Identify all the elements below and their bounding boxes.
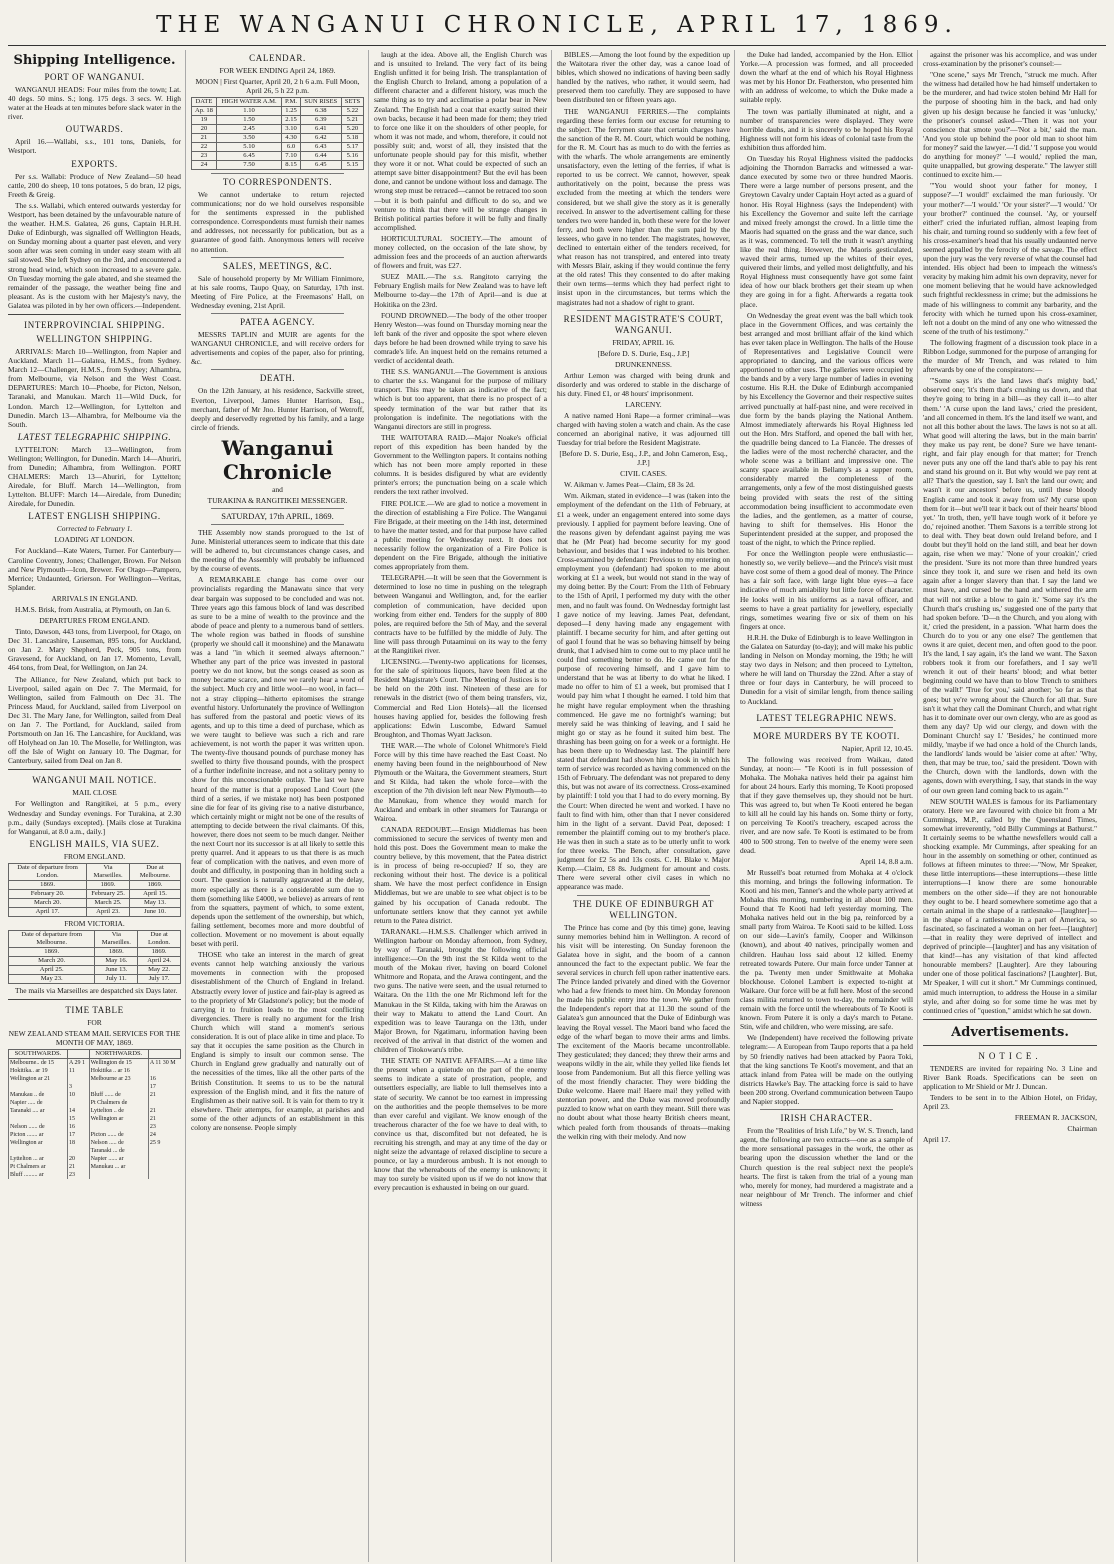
paragraph: "'Some says it's the land laws that's mighty bad,' observed one; 'it's them that's crushing us down, and that they're going to bring in a bill—as they call it—to alter them.' 'A curse upon the land laws,' cried the president, 'and all concerned in them. It's the land itself we want, and not all this bother about the laws. The laws is not so at all. What good will altering the laws, but in the main barrin' they make us pay rent, be done? Sure we have tenant-right, and fair play enough for that matter; for Trench never puts any one off the land that's able to pay his rent and stand his ground on it. But why would we pay rent at all? That's the question, say I. Isn't the land our own; and wasn't it our ancestors' before us, until these bloody English came and took it away from us? My curse upon them for it—but we'll tear it back out of their hearts' blood yet.' 'In troth, then, ye'll have tough work of it before ye do,' rejoined another. 'Them Saxons is a terrible strong lot to deal with. They beat down ould Ireland before, and I doubt but they'll hold on the land still, and beat her down again, rise when we may.' 'None of your croakin',' cried the president. 'Sure its not more than three hundred years since they took it, and sure we risen and held its own again after a longer slavery than that. I say the land we must have, and cursed be the hand and withered the arm that will not strike a blow to gain it.' 'Some say it's the Church that's crushing us,' suggested one of the party that had spoken before. 'D—n the Church, and you along with it,' cried the president, in a passion. 'What harm does the Church do to you or any one else? The gentlemen that owns it are quiet, decent men, and often good to the poor. It's the land, I say again, it's the land we want. The Saxon robbers took it from our forefathers, and I say we'll wrench it out of their hearts' blood; and what better beginning could we have than to blow Trench to smithers of the wallt!' 'True for you,' said another; 'so far as that goes; but ye're wrong about the Church for all that. Sure isn't it what they call the Dominant Church, and what right has it to dominate over our own clergy, who are as good as them any day? Up wid our clergy, and down with the Dominant Church! say I.' 'Besides,' he continued more mildly, 'maybe if we had once a hold of the Church lands, the landlords' lands would be 'aisier come at after.' 'Why, then, that may be true, too,' said the president. 'Down with the Church, down with the landlords, down with the agents, down with everything, I say, that stands in the way of our own green land coming back to us again.'": [923, 376, 1097, 795]
issue-date: SATURDAY, 17th APRIL, 1869.: [221, 510, 334, 521]
paragraph: We cannot undertake to return rejected communications; nor do we hold ourselves responsible for the sentiments expressed in the published correspondence. Correspondents must furnish their names and addresses, not necessarily for publication, but as a guarantee of good faith. Anonymous letters will receive no attention.: [191, 190, 364, 254]
paragraph: For Auckland—Kate Waters, Turner. For Canterbury—Caroline Coventry, Jones; Challenger, Brown. For Nelson and New Plymouth—Icon, Brewer. For Otago—Pampero, Merrice; Undaunted, Grierson. For Wellington—Veritas, Splander.: [8, 546, 181, 592]
paragraph: "'You would shoot your father for money, I suppose?'—'I would!' exclaimed the man furiously. 'Or your mother?'—'I would.' 'Or your sister?'—'I would.' 'Or your brother?' continued the counsel. 'Ay, or yourself either!' cried the infuriated ruffian, almost leaping from his chair, and turning round so suddenly with a few feet of his cross-examiner's head that his usually undaunted nerve seemed appalled by the ferocity of the savage. The effect upon the jury was the very reverse of what the counsel had intended. His object had been to impeach the witness's veracity by making him admit his own depravity, never for one moment believing that he would have acknowledged such frightful recklessness in crime; but the admissions he made of his willingness to commit any barbarity, and the ferocity with which he turned upon his cross-examiner, left not a doubt on the mind of any one who witnessed the scene of the truth of his testimony.": [923, 181, 1097, 336]
section-title: Advertisements.: [951, 1024, 1069, 1040]
subsection-title: OUTWARDS.: [65, 124, 124, 135]
paragraph: For Wellington and Rangitikei, at 5 p.m., every Wednesday and Sunday evenings. For Turakina, at 2.30 p.m., daily (Sundays excepted). [Mails close at Turakina for Wanganui, at 8.0 a.m., daily.]: [8, 799, 181, 836]
subsection-title: LATEST TELEGRAPHIC SHIPPING.: [17, 431, 172, 442]
subtitle: [Before D. S. Durie, Esq., J.P.]: [597, 348, 690, 358]
subtitle: Napier, April 12, 10.45.: [841, 743, 913, 753]
paragraph: Tinto, Dawson, 443 tons, from Liverpool, for Otago, on Dec 31. Lancashire, Lauseman, 895 tons, for Auckland, on Jan 2. Mary Shepherd, Peck, 905 tons, from Gravesend, for Auckland, on Jan 17. Momento, Levall, 464 tons, from Deal, for Wellington, on Jan 24.: [8, 627, 181, 673]
column-5: [740, 50, 918, 1562]
column-1: [8, 50, 186, 1562]
mail-table-england: Date of departure from London. Via Marseilles. Due at Melbourne. 1869. 1869. 1869. February 20. February 25. April 15. March 20. March 25. May 13. April 17. April 23. June 10.: [8, 863, 181, 917]
paragraph: THE WANGANUI FERRIES.—The complaints regarding these ferries form our excuse for returning to the subject. The ferrymen state that certain charges have the sanction of the R. M. Court, which would be nothing, for the R. M. Court has as much to do with the ferries as with the wharfs. The whole arrangements are eminently unsatisfactory, even the letting of the ferries, if what is reported to us be correct. We cannot, however, speak authoritatively on the point, because the press was excluded from the meeting at which the tenders were considered, but we shall give the story as it is generally received. In answer to the advertisement calling for these tenders two were handed in, both these were for the lower ferry, and both were higher than the sum paid by the lessees, who gave in no tender. The magistrates, however, declined to entertain either of the tenders received, for what reason has not transpired, and entered into treaty with Messrs Blair, asking if they would continue the ferry at the old rates! This they consented to do after making their own terms—terms which they had perfect right to insist upon in the circumstances, but terms which the magistrates had not a shadow of right to grant.: [557, 106, 730, 307]
calendar-table: DATE HIGH WATER A.M. P.M. SUN RISES SETS Ap. 18 1.10 1.25 6.38 5.22 19 1.50 2.15 6.39 5.21 20 2.45 3.10 6.41 5.20 21 3.50 4.30 6.42 5.18 22 5.10 6.0 6.43 5.17 23 6.45 7.10 6.44 5.16 24 7.50 8.15 6.45 5.15: [191, 97, 364, 170]
paragraph: Per s.s. Wallabi: Produce of New Zealand—50 head cattle, 200 do sheep, 10 tons potatoes, 5 do bran, 12 pigs, Freeth & Greig.: [8, 171, 181, 199]
paragraph: The following fragment of a discussion took place in a Ribbon Lodge, summoned for the purpose of arranging for the murder of Mr Trench, and was related to him afterwards by one of the conspirators:—: [923, 337, 1097, 375]
paragraph: THE WAITOTARA RAID.—Major Noake's official report of this expedition has been handed by the Government to the Wellington papers. It contains nothing which has not been more amply reported in these columns. It is besides disfigured by what are evidently printer's errors; the punctuation being on a scale which renders the text rather involved.: [374, 432, 547, 497]
paragraph: CANADA REDOUBT.—Ensign Middlemas has been commissioned to secure the services of twenty men and hold this post. Does the Government mean to make the country believe, by this movement, that the Patea district is in process of being re-occupied? If so, they are reckoning without their host. The device is a political sham. We have the most perfect confidence in Ensign Middlemas, but we are unable to see what object is to be gained by his occupation of Canada redoubt. The unfortunate settlers know that they cannot yet awhile return to the Patea district.: [374, 824, 547, 925]
divider: [760, 1109, 893, 1110]
divider: [211, 257, 344, 258]
paragraph: April 16.—Wallabi, s.s., 101 tons, Daniels, for Westport.: [8, 137, 181, 156]
subtitle: ARRIVALS IN ENGLAND.: [51, 593, 138, 603]
subtitle: FOR WEEK ENDING April 24, 1869.: [219, 66, 336, 75]
subtitle: FRIDAY, APRIL 16.: [612, 337, 675, 347]
paragraph: Arthur Lemon was charged with being drunk and disorderly and was ordered to stable in the discharge of his duty. Fined £1, or 48 hours' imprisonment.: [557, 370, 730, 398]
section-title: THE DUKE OF EDINBURGH AT WELLINGTON.: [573, 898, 714, 920]
paragraph: THOSE who take an interest in the march of great events cannot help watching anxiously the various movements in connection with the proposed disestablishment of the Church of England in Ireland. Abstractly every lover of justice and fair-play is agreed as to the propriety of Mr Gladstone's policy; but the mode of carrying it to fruition leads to the most conflicting divergencies. There is really no argument for the Irish Church which will stand a moment's serious consideration. It is out of place alike in time and place. To say that it occupies the same position as the Church in England is simply to insult our common sense. The Church in England grew gradually and naturally out of the necessities of the times, like all the other parts of the British Constitution. It seems to us to be the natural expression of the English mind, and it fits the nature of Englishmen as their native soil. It is vain for them to try it elsewhere. Their attempts, for example, at parishes and some of the other adjuncts of an establishment in this colony are nonsense. People simply: [191, 950, 364, 1132]
paragraph: A REMARKABLE change has come over our provincialists regarding the Manawatu since that very dear bargain was supposed to be concluded and was not. Three years ago this famous block of land was described as sure to be a mine of wealth to the province and the abode of peace and plenty to a numerous band of settlers. The whole region was bathed in floods of sunshine (properly we should call it moonshine) and the Manawatu was a land "in which it seemed always afternoon." Whether any part of the price was invested in pastoral poetry we do not know, but the songs ceased as soon as money became scarce, and now we rarely hear a word of the subject. Much cry and little wool—no wool, in fact—not a stray clipping—hitherto epitomises the strange eventful history. Unfortunately the province of Wellington has suffered from the pastoral and poetic views of its agents, and up to this time a deed of purchase, which as we were taught to believe was such a rich and rare achievement, is not worth the paper it was written upon. The twenty-five thousand pounds of purchase money has swelled to thirty five thousand pounds, with the prospect of a further indefinite increase, and not a solitary penny to show for this unconscionable outlay. The last we have heard of the matter is that a proposed Land Court (the third of a series, if we mistake not) has been postponed sine die for fear of its giving rise to a native disturbance, which certainly might or might not be one of the results of attempting to decide between the rival claimants. Of this, however, there does not seem to be much danger. Neither the next Court nor its successor is at all likely to settle this pretty quarrel. And it appears to us that there is as much fear of complication with the natives, and even more of doubt and difficulty, in postponing than in holding such a court. The question is naturally aggravated at the delay, more especially as there is a considerable sum due to them (something like £4000, we believe) as arrears of rent from the squatters, payment of which, to some extent, depends upon the settlement of the ownership, but which, failing settlement, becomes more and more doubtful of collection. Movement or no movement is about equally beset with peril.: [191, 575, 364, 949]
subtitle: LOADING AT LONDON.: [54, 535, 135, 545]
paragraph: The s.s. Wallabi, which entered outwards yesterday for Westport, has been detained by the unfavourable nature of the weather. H.M.S. Galatea, 26 guns, Captain H.R.H. Duke of Edinburgh, was signalled off Wellington Heads, on Sunday morning about a quarter past eleven, and very soon after was seen coming in under easy steam with all sail stowed. She left Sydney on the 3rd, and encountered a strong head wind, which soon increased to a severe gale. On Tuesday morning the gale abated, and she steamed the remainder of the passage, the weather being fine and pleasant. As is the custom with her Majesty's navy, the Galatea was piloted in by her own officers.—Independent.: [8, 200, 181, 310]
divider: [8, 314, 181, 316]
divider: [577, 310, 710, 311]
section-title: PATEA AGENCY.: [240, 317, 315, 328]
paragraph: TELEGRAPH.—It will be seen that the Government is determined to lose no time in pushing on the telegraph between Wanganui and Wellington, and, for the earlier completion of communication, have decided upon working from either end. Tenders for the supply of 800 poles, are required before the 5th of May, and the several contracts have to be fulfilled by the middle of July. The line will pass through Putaaminui on its way to the ferry at the Rangitikei river.: [374, 573, 547, 655]
paragraph: THE WAR.—The whole of Colonel Whitmore's Field Force will by this time have reached the East Coast. No enemy having been found in the neighbourhood of New Plymouth or the Waitara, the Government steamers, Sturt and St Kilda, had taken the whole force—with the exception of the 7th division left near New Plymouth—to the Manukau, from whence they would march for Auckland and embark in other steamers for Tauranga or Wairoa.: [374, 740, 547, 823]
subtitle: and: [272, 484, 283, 494]
paragraph: BIBLES.—Among the loot found by the expedition up the Waitotara river the other day, was a canoe load of bibles, which showed no indications of having been sadly handled by the natives, who rather, it would seem, had preserved them too carefully. They are supposed to have been distributed ten or fifteen years ago.: [557, 50, 730, 105]
paper-title: Wanganui Chronicle: [221, 435, 334, 484]
mail-table-victoria: Date of departure from Melbourne. Via Marseilles. Due at London. 1869. 1869. 1869. March 20. May 16. April 24. April 25. June 13. May 22. May 23. July 11. July 17.: [8, 930, 181, 984]
paragraph: NEW SOUTH WALES is famous for its Parliamentary oratory. Here we are favoured with choice bit from a Mr Cummings, M.P., called by the Queensland Times, somewhat irreverently, "old Billy Cummings at Bathurst." It certainly seems to be whatthe newsfellers would call a shocking example. Mr Cummings, after speaking for an hour in the assembly on something or other, continued as follows at fifteen minutes to three:—"Now, Mr Speaker, these little interruptions—these interruptions—these little interruptions—I know there are some honourable members on the other side—if they are not honourable they ought to be. I heard somewhere sometime ago that a certain animal in the shape of a rattlesnake—[laughter]—in the shape of a rattlesnake in a part of America, so fascinated, so fascinated a woman on her feet—[laughter]—that in reality they were deprived of intellect and deprived of principle—[laughter] and has any visitation of that kind!—has any visitation of that kind affected honourable members? [Laughter]. Are they labouring under one of those political fascinations? [Laughter]. But, Mr Speaker, I will cut it short." Mr Cummings continued, amid much interruption, to address the House in a similar style, and after doing so for some time he was met by continued cries of "question," amidst which he sat down.: [923, 796, 1097, 1015]
paragraph: Mr Russell's boat returned from Mohaka at 4 o'clock this morning, and brings the following information. Te Kooti and his men, Tanner's and the whole party arrived at Mohaka this morning, numbering in all about 100 men. Found that Te Kooti had left yesterday morning. The Mohaka natives held out in the big pa, reinforced by a small party from Wairoa. Te Kooti said to be killed. Loss on our side—Lavin's family, Cooper and Wilkinson (known), and about 40 natives, principally women and children. Hauhau loss said about 12 killed. Enemy retreated towards Putere. Our main force under Tanner at the pa. Twenty men under Smithwaite at Mohaka blockhouse. Colonel Lambert is expected to-night at Waikare. Our force will be at full here. Most of the second class militia returned to town to-day, the remainder will remain with the force until the whereabouts of Te Kooti is known. From Putere it is only a day's march to Petane. Stin, wife and children, who were missing, are safe.: [740, 867, 913, 1032]
time-table-cell: A 11 30 M 16 17 21 21 21 23 24 25 9: [148, 1058, 180, 1179]
subtitle: DEPARTURES FROM ENGLAND.: [39, 616, 150, 626]
paragraph: the Duke had landed, accompanied by the Hon. Elliot Yorke.—A procession was formed, and all proceeded down the wharf at the end of which his Royal Highness was met by his Honor Dr. Featherston, who presented him with an address of welcome, to which the Duke made a suitable reply.: [740, 50, 913, 105]
section-title: LATEST TELEGRAPHIC NEWS.: [756, 712, 897, 723]
column-2: [191, 50, 369, 1562]
paragraph: LYTTELTON: March 13—Wellington, from Wellington; Wellington, for Dunedin. March 14—Ahuriri, from Dunedin; Alhambra, from Wellington. PORT CHALMERS: March 13—Ahuriri, for Lyttelton; Airedale, for Bluff. March 14—Wellington, from Lyttelton. BLUFF: March 14—Airedale, from Dunedin; Airedale, for Dunedin.: [8, 444, 181, 509]
section-title: RESIDENT MAGISTRATE'S COURT, WANGANUI.: [563, 313, 724, 335]
time-table-cell: Melbourne.. de 15 Hokitika.. ar 19 Wellington ar 21 Manukau .. de Napier ..... de Taranaki .... ar Nelson ...... de Picton ....... ar Wellington ar Lyttelton ... ar Pt Chalmers ar Bluff ......... ar: [9, 1058, 68, 1179]
paragraph: MESSRS TAPLIN and MUIR are agents for the WANGANUI CHRONICLE, and will receive orders for advertisements and copies of the paper, also for printing, &c.: [191, 330, 364, 367]
paragraph: The following was received from Waikau, dated Sunday, at noon:— "Te Kooti is in full possession of Mohaka. The Mohaka natives held their pa against him for about 24 hours. Early this morning, Te Kooti proposed that if they gave themselves up, they should not be hurt. This was agreed to, but when Te Kooti entered he began to kill all he could lay his hands on. Some thirty or forty, on perceiving Te Kooti's treachery, escaped across the river, and are now safe. Te Kooti is estimated to be from 400 to 500 strong. Ten to twelve of the enemy were seen dead.: [740, 754, 913, 855]
subtitle: LARCENY.: [625, 399, 662, 409]
paragraph: SUEZ MAIL.—The s.s. Rangitoto carrying the February English mails for New Zealand was to have left Melbourne to-day—the 17th of April—and is due at Hokitika on the 23rd.: [374, 272, 547, 309]
divider: [923, 1019, 1097, 1021]
subtitle: FROM ENGLAND.: [63, 851, 126, 861]
paragraph: TARANAKI.—H.M.S.S. Challenger which arrived in Wellington harbour on Monday afternoon, from Sydney, by way of Taranaki, brought the following official intelligence:—On the 9th inst the St Kilda went to the mouth of the Mokau river, having on board Colonel Whitmore and Ropata, and the Arawa contingent, and the two guns. The native were seen, and the usual returned to Waitara. On the 11th the one Mr Richmond left for the Manukau in the St Kilda, taking with him the Arawas on their way to Makatu to attend the Land Court. An expedition was to leave Tauranga on the 13th, under Major Brown, for Ngatimaru, information having been received of the arrival in that district of the women and children of Titokowaru's tribe.: [374, 926, 547, 1055]
paragraph: The mails via Marseilles are despatched six Days later.: [15, 985, 178, 995]
divider: [211, 313, 344, 314]
paragraph: Tenders to be sent in to the Albion Hotel, on Friday, April 23.: [923, 1093, 1097, 1112]
paragraph: TENDERS are invited for repairing No. 3 Line and River Bank Roads. Specifications can be seen on application to Mr Shield or Mr J. Duncan.: [923, 1063, 1097, 1092]
time-table-cell: Wellington de 15 Hokitika .. ar 16 Melbourne ar 23 Bluff ...... de Pt Chalmers de Lyttelton .. de Wellington ar Picton ...... de Nelson ..... de Taranaki ... de Napier ...... ar Manukau ... ar: [89, 1058, 148, 1179]
subtitle: CIVIL CASES.: [620, 469, 667, 479]
masthead: THE WANGANUI CHRONICLE, APRIL 17, 1869.: [8, 10, 1106, 46]
subtitle: NEW ZEALAND STEAM MAIL SERVICES FOR THE MONTH OF MAY, 1869.: [8, 1028, 181, 1047]
time-table: SOUTHWARDS. NORTHWARDS. Melbourne.. de 15 Hokitika.. ar 19 Wellington ar 21 Manukau .. de Napier ..... de Taranaki .... ar Nelson ...... de Picton ....... ar Wellington ar Lyttelton ... ar Pt Chalmers ar Bluff ......... ar A 29 1 11 3 10 14 15 16 17 18 20 21 23 Wellington de 15 Hokitika .. ar 16 Melbourne ar 23 Bluff ...... de Pt Chalmers de Lyttelton .. de Wellington ar Picton ...... de Nelson ..... de Taranaki ... de Napier ...... ar Manukau ... ar A 11 30 M 16 17 21 21 21 23 24 25 9: [8, 1049, 181, 1179]
notice-date: April 17.: [923, 1135, 951, 1145]
paragraph: laugh at the idea. Above all, the English Church was and is unsuited to Ireland. The very fact of its being English unfitted it for being Irish. The transplantation of the English Church to Ireland, among a population of a different character and a different history, was much the same thing as to try and acclimatise a polar bear in New Zealand. The English had a coat that exactly suited their own backs, because it had been made for them; they tried to force one like it on the shoulders of other people, for whom it was not made, and whom, therefore, it could not possibly suit; and, worst of all, they insisted that the unfortunate people should pay for this misfit, whether they wore it or not. What could be expected of such an attempt save bitter disappointment? But the evil has been done, and cannot be undone without loss and damage. The wrong step must be retraced—cannot be retraced too soon—but it is both painful and difficult to do so, and we venture to think that there will be strange changes in British political parties before it will be fully and finally accomplished.: [374, 50, 547, 232]
paragraph: The Prince has come and (by this time) gone, leaving sunny memories behind him in Wellington. A record of his visit will be interesting. On Sunday forenoon the Galatea hove in sight, and the boom of a cannon announced the fact to the expectant public. We fear the several services in church fell upon rather inattentive ears. The Prince landed privately and dined with the Governor who had a few friends to meet him. On Monday forenoon he made his public entry into the town. We gather from the Independent's report that at 11.30 the sound of the Galatea's gun announced that the Duke of Edinburgh was leaving the Royal vessel. The Maori band who faced the edge of the wharf began to move their arms and limbs. The excitement of the Maoris became uncontrollable. They gesticulated; they danced; they threw their arms and weapons wildly in the air, while they yelled like fiends let loose from Pandemonium. But all this fierce yelling was of the most friendly character. They were bidding the Duke welcome. Haere mai! Haere mai! they yelled with stentorian power, and the Duke was moved profoundly puzzled to know what on earth they meant. Still there was no doubt about what those hearty British cheers meant, which pealed forth from thousands of throats—making the welkin ring with their melody. And now: [557, 922, 730, 1141]
section-title: ENGLISH MAILS, VIA SUEZ.: [29, 838, 160, 849]
section-title: SALES, MEETINGS, &C.: [222, 260, 333, 271]
subtitle: [Before D. S. Durie, Esq., J.P., and John Cameron, Esq., J.P.]: [559, 449, 728, 468]
section-title: WANGANUI MAIL NOTICE.: [32, 775, 157, 786]
paragraph: HORTICULTURAL SOCIETY.—The amount of money collected, on the occasion of the late show, by admission fees and the proceeds of an auction afterwards of flowers and fruit, was £27.: [374, 233, 547, 271]
paragraph: W. Aikman v. James Peat—Claim, £8 3s 2d.: [564, 480, 695, 490]
paragraph: THE Assembly now stands prorogued to the 1st of June. Ministerial utterances seem to indicate that this date will be adhered to, but circumstances change cases, and the meeting of the Assembly will probably be influenced by the course of events.: [191, 527, 364, 574]
paragraph: H.M.S. Brisk, from Australia, at Plymouth, on Jan 6.: [15, 604, 171, 614]
section-title: TO CORRESPONDENTS.: [222, 177, 333, 187]
section-title: DEATH.: [259, 373, 296, 384]
paragraph: against the prisoner was his accomplice, and was under cross-examination by the prisoner's counsel:—: [923, 50, 1097, 69]
section-title: MORE MURDERS BY TE KOOTI.: [753, 730, 900, 741]
notice-title: NOTICE.: [978, 1050, 1042, 1061]
paragraph: On the 12th January, at his residence, Sackville street, Everton, Liverpool, James Hunter Harrison, Esq., merchant, father of Mr Jno. Hunter Harrison, of Wetroff, deeply and deservedly regretted by his family, and a large circle of friends.: [191, 386, 364, 432]
divider: [211, 524, 344, 525]
subtitle: April 14, 8.8 a.m.: [859, 856, 913, 866]
paragraph: "One scene," says Mr Trench, "struck me much. After the witness had detailed how he had himself undertaken to be the murderer, and had twice stolen behind Mr Hall for the purpose of shooting him in the back, and had only given up his design because he fancied it was 'unlucky,' the prisoner's counsel asked—'Then it was not your conscience that smote you?'—'Not a bit,' said the man. 'And you stole up behind the poor old man to shoot him for money?' said the lawyer.—'I did.' 'I suppose you would do anything for money?' '—I would,' replied the man, quite unappalled, but growing desperate." The lawyer still continued to excite him.—: [923, 70, 1097, 180]
paragraph: The town was partially illuminated at night, and a number of transparencies were displayed. They were horrible daubs, and it is sincerely to be hoped his Royal Highness will not form his ideas of colonial taste from the exhibition thus afforded him.: [740, 106, 913, 152]
divider: [923, 1045, 1097, 1047]
signer-title: Chairman: [1067, 1124, 1097, 1134]
divider: [8, 999, 181, 1001]
column-4: [557, 50, 735, 1562]
columns: [8, 46, 1106, 1562]
paragraph: H.R.H. the Duke of Edinburgh is to leave Wellington in the Galatea on Saturday (to-day); and will make his public landing in Nelson on Monday morning, the 19th; he will stay two days in Nelson; and then proceed to Lyttelton, where he will land on Thursday the 22nd. After a stay of three or four days in Canterbury, he will proceed to Dunedin for a visit of similar length, from thence sailing to Auckland.: [740, 632, 914, 706]
divider: [211, 508, 344, 509]
paragraph: THE S.S. WANGANUI.—The Government is anxious to charter the s.s. Wanganui for the purpose of military transport. This may be taken as indicative of the fact; which is but too apparent, that there is no prospect of a speedy termination of the war but rather that its prolongation is indefinite. The negotiations with the Wanganui directors are still in progress.: [374, 367, 547, 431]
moon-phases: MOON | First Quarter, April 20, 2 h 6 a.m. Full Moon, April 26, 5 h 22 p.m.: [195, 77, 360, 95]
column-3: [374, 50, 552, 1562]
subtitle: MAIL CLOSE: [72, 788, 117, 798]
subsection-title: LATEST ENGLISH SHIPPING.: [28, 511, 161, 522]
divider: [760, 709, 893, 710]
paragraph: From the "Realities of Irish Life," by W. S. Trench, land agent, the following are two extracts—one as a sample of the more sensational passages in the work, the other as bearing upon the discussion whether the land or the Church question is the real subject next the people's hearts. The first is taken from the trial of a young man who, merely for money, had murdered a magistrate and a near neighbour of Mr Trench. The informer and chief witness: [740, 1126, 913, 1208]
paragraph: LICENSING.—Twenty-two applications for licenses, for the sale of spirituous liquors, have been filed at the Resident Magistrate's Court. The Meeting of Justices is to be held on the 20th inst. Nineteen of these are for renewals in the district (two of them being transfers, viz, Commercial and Red Lion Hotels)—all the licensed houses having applied for, besides the following fresh applications: Edwin Luscombe, Edward Samuel Broughton, and Thomas Wyatt Jackson.: [374, 657, 547, 739]
paragraph: WANGANUI HEADS: Four miles from the town; Lat. 40 degs. 50 mins. S.; long. 175 degs. 3 secs. W. High water at the Heads at ten minutes before slack water in the river.: [8, 85, 181, 122]
paragraph: On Tuesday his Royal Highness visited the paddocks adjoining the Thorndon Barracks and witnessed a war-dance executed by some two or three hundred Maoris. There were a large number of persons present, and the Greytown Cavalry under Captain Hoyt acted as a guard of honor. His Royal Highness (says the Independent) with his Excellency the Governor and suite left the carriage and mixed freely amongst the crowd. In a little time the Maoris had squatted on the grass and the war dance, such as it was, commenced. To tell the truth it wasn't anything like the real thing. However, the Maoris gesticulated, waved their arms, turned up the whites of their eyes, quivered their limbs, and yelled most delightfully, and his Royal Highness must consequently have got some faint idea of how our black brothers get their steam up when they are going in for a fight. Afterwards a regatta took place.: [740, 154, 913, 309]
divider: [211, 173, 344, 174]
paragraph: We (Independent) have received the following private telegram:— A European from Taupo reports that a pa held by 50 friendly natives had been attacked by Paora Toki, that the king sanctions Te Kooti's movement, and that an attack inland from Patea will be made on the outlying districts Hawke's Bay. The attacking force is said to have been 200 strong. Overland communication between Taupo and Napier stopped.: [740, 1033, 913, 1107]
subtitle: DRUNKENNESS.: [615, 359, 672, 369]
divider: [577, 895, 710, 896]
paragraph: FIRE POLICE.—We are glad to notice a movement in the direction of establishing a Fire Police. The Wanganui Fire Brigade, at their meeting on the 14th inst, determined to have the matter tested, and for that purpose have called a public meeting for Wednesday next. It does not necessarily follow the organization of a Fire Police is dependent on the Fire Brigade, although the initiative comes appropriately from them.: [374, 498, 547, 572]
divider: [211, 369, 344, 370]
section-title: CALENDAR.: [249, 53, 306, 63]
section-title: INTERPROVINCIAL SHIPPING.: [24, 319, 165, 330]
section-title: PORT OF WANGANUI.: [44, 72, 145, 82]
paragraph: The Alliance, for New Zealand, which put back to Liverpool, sailed again on Dec 7. The Mermaid, for Wellington, sailed from Falmouth on Dec 31. The Princess Maud, for Auckland, sailed from Liverpool on Dec 31. The Mary Jane, for Wellington, sailed from Deal on Jan 7. The Portland, for Auckland, sailed from Portsmouth on Jan 16. The Lancashire, for Auckland, was off Holyhead on Jan 10. The Moselle, for Wellington, was off the Isle of Wight on January 10. The Dagmar, for Canterbury, sailed from Deal on Jan 8.: [8, 674, 181, 766]
section-title: TIME TABLE: [65, 1004, 124, 1015]
divider: [760, 727, 893, 728]
paragraph: A native named Honi Rape—a former criminal—was charged with having stolen a watch and chain. As the case concerned an aboriginal native, it was adjourned till Tuesday for trial before the Resident Magistrate.: [557, 410, 730, 448]
paragraph: On Wednesday the great event was the ball which took place in the Government Offices, and was certainly the best arranged and most brilliant affair of the kind which has ever taken place in Wellington. The halls of the House of Representatives and Legislative Council were appropriated to dancing, and the various offices were apportioned to other uses. The galleries were occupied by the bands and by a very large number of ladies in evening costume. His R.H. the Duke of Edinburgh accompanied by his Excellency the Governor and their respective suites arrived punctually at half-past nine, and were received in due form by the bands playing the National Anthem. Almost immediately afterwards his Royal Highness led out the Hon. Mrs Stafford, and opened the ball with her, the quadrille being danced to La Fiancée. The dresses of the ladies were of the most recherché character, and the whole scene was a brilliant and impressive one. The scanty space available in Bellamy's as a supper room, considerably marred the completeness of the arrangements, only a few of the most distinguished guests being provided with seats the rest of the sitting accommodation being insufficient to accommodate even the ladies, and the gentlemen, as a matter of course, having to shift for themselves. His Honor the Superintendent presided at the supper, and proposed the toast of the night, to which the Prince replied.: [740, 310, 913, 547]
paragraph: ARRIVALS: March 10—Wellington, from Napier and Auckland. March 11—Galatea, H.M.S., from Sydney. March 12—Challenger, H.M.S., from Sydney; Alhambra, from Melbourne, via Nelson and the West Coast. DEPARTURES: March 10—Phoebe, for Picton, Nelson, Taranaki, and Manukau. March 11—Wild Duck, for London. March 12—Wellington, for Lyttelton and Dunedin. March 13—Alhambra, for Melbourne via the South.: [8, 346, 181, 429]
paragraph: Wm. Aikman, stated in evidence—I was (taken into the employment of the defendant on the 11th of February, at £1 a week, under an engagement entered into some days previously. I applied for payment before leaving. One of the reasons given by defendant against paying me was that he (Mr Peat) had become security for my good behaviour, and besides that I was indebted to his brother. Cross-examined by defendant: Previous to my entering on employment you (defendant) had spoken to me about working at £1 a week, but would not stand in the way of my doing better. By the Court: From the 11th of February to the 15th of April, I performed my duty with the other men, and no fault was found. On Wednesday fortnight last I gave notice of my leaving. James Peat, defendant, deposed—I deny having made any engagement with plaintiff. I became security for him, and after getting out of gaol I found that he was so behaving himself by being drunk, that I advised him to come out to my place until he could find something better to do. He came out for the purpose of recovering himself, and I gave him to understand that he was at liberty to do what he liked. I made no offer to him of £1 a week, but promised that I would pay him what I thought he earned. I told him that he might have regular employment when the thrashing commenced. He gave me no fortnight's warning; but merely said he was thinking of leaving, and I said he might go or stay as he found it suited him best. The thrashing has been going on for a week or a fortnight. He has been there up to Wednesday last. The plaintiff here stated that defendant had shown him a book in which his term of service was recorded as having commenced on the 15th of February. The defendant was not prepared to deny this, but was not aware of its correctness. Cross-examined by plaintiff: I told you that I had to do every morning. By the Court: When directed he went and worked. I have no fault to find with him, other than that I never considered him in the light of a servant. David Peat, deposed: I remember the plaintiff coming out to my brother's place. He was then in such a state as to be utterly unfit to work for three weeks. The Bench, after consultation, gave judgment for £2 5s and 13s costs. C. H. Blake v. Major Kemp.—Claim, £8 8s. Judgment for amount and costs. There were several other civil cases in which no appearance was made.: [557, 491, 730, 892]
divider: [8, 769, 181, 771]
paragraph: FOUND DROWNED.—The body of the other trooper Henry Weston—was found on Thursday morning near the left bank of the river and opposite the spot where eleven days before he had been drowned while trying to save his comrade's life. An inquest held on the remains returned a verdict of accidental death.: [374, 310, 547, 366]
subtitle: FOR: [87, 1017, 102, 1027]
paragraph: For once the Wellington people were enthusiastic—honestly so, we verily believe—and the Prince's visit must have cost some of them a good deal of money. The Prince has a fair soft face, with large light blue eyes—a face indicative of much amiability but little force of character. He looks well in his uniforms as a naval officer, and seems to have a great partiality for jewellery, especially rings, sometimes wearing five or six of them on his fingers at once.: [740, 549, 913, 631]
signer: FREEMAN R. JACKSON,: [1014, 1113, 1097, 1123]
subtitle: Corrected to February 1.: [56, 524, 133, 534]
time-table-cell: A 29 1 11 3 10 14 15 16 17 18 20 21 23: [67, 1058, 89, 1179]
section-title: Shipping Intelligence.: [13, 53, 176, 68]
paragraph: Sale of household property by Mr William Finnimore, at his sale rooms, Taupo Quay, on Saturday, 17th inst. Meeting of Fire Police, at the Freemasons' Hall, on Wednesday evening, 21st April.: [191, 273, 364, 310]
section-title: IRISH CHARACTER.: [780, 1113, 873, 1124]
subtitle: TURAKINA & RANGITIKEI MESSENGER.: [207, 495, 348, 505]
column-6: [923, 50, 1101, 1562]
paragraph: THE STATE OF NATIVE AFFAIRS.—At a time like the present when a quietude on the part of the enemy seems to indicate a state of prostration, people, and outsettlers especially, are liable to lull themselves into a state of security. We cannot be too earnest in impressing on the authorities and the people themselves to be more than ever careful and vigilant. We know enough of the treacherous character of the foe we have to deal with, to convince us that, discomfited but not defeated, he is recruiting his strength, and may at any time of the day or night seize the advantage of relaxed discipline to secure a pounce, or lay a murderous ambush. It is not enough to know that the whereabouts of the enemy is unknown; it may too surely be visited upon us if we do not know that every precaution is exhausted in being on our guard.: [374, 1056, 547, 1193]
subsection-title: WELLINGTON SHIPPING.: [36, 333, 153, 344]
subsection-title: EXPORTS.: [71, 158, 118, 169]
subtitle: FROM VICTORIA.: [64, 918, 125, 928]
